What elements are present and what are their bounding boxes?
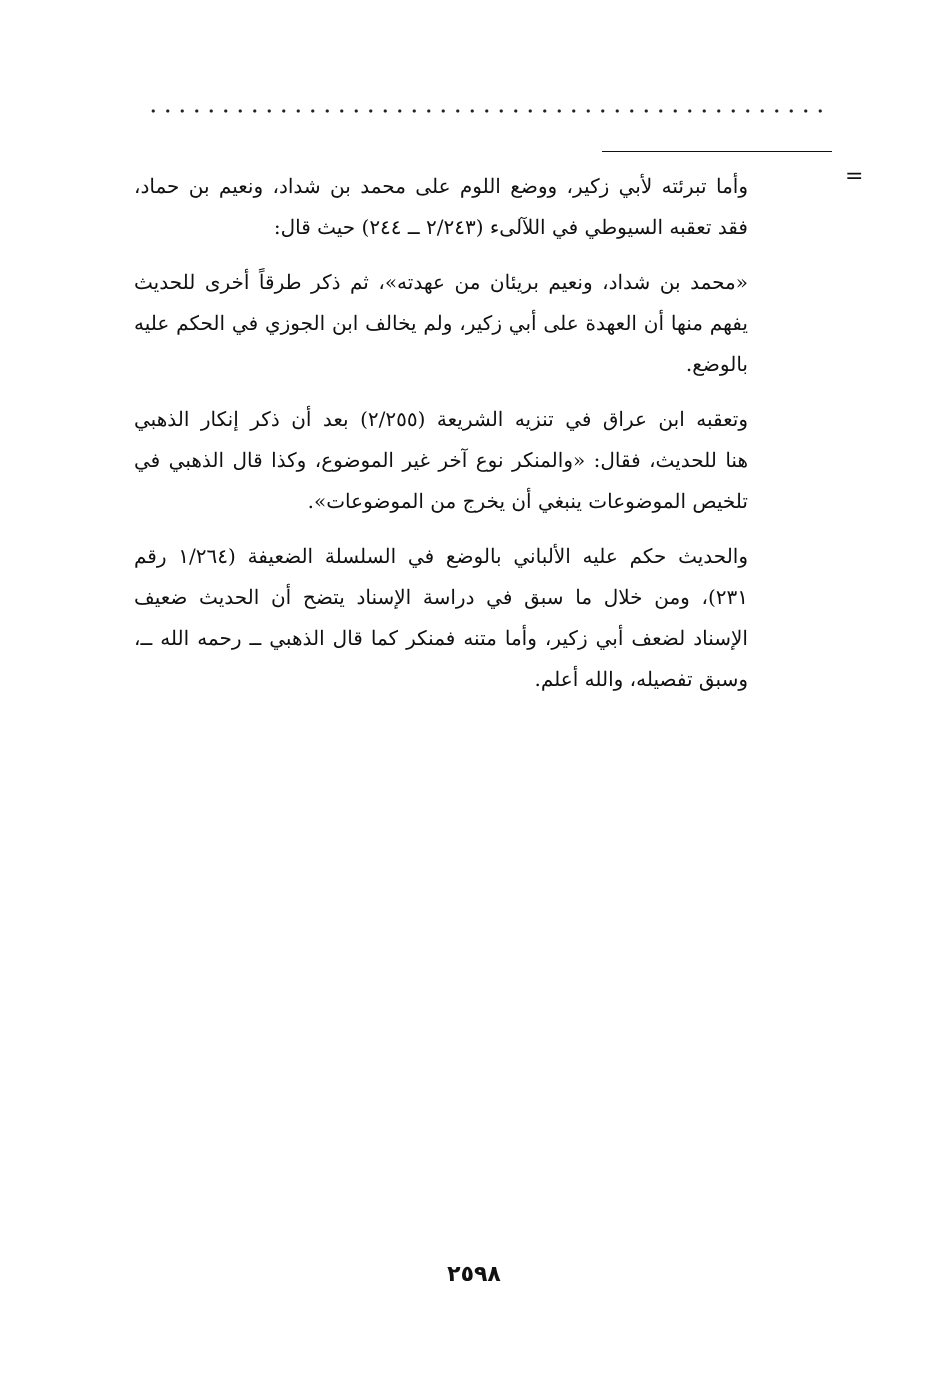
- text-line: الإسناد لضعف أبي زكير، وأما متنه فمنكر كما قال الذهبي ــ رحمه الله ــ،: [134, 626, 748, 650]
- text-line: هنا للحديث، فقال: «والمنكر نوع آخر غير الموضوع، وكذا قال الذهبي في: [134, 448, 748, 472]
- text-line: والحديث حكم عليه الألباني بالوضع في السلسلة الضعيفة (١/٢٦٤ رقم: [134, 544, 749, 568]
- text-line: بالوضع.: [685, 352, 748, 376]
- text-line: تلخيص الموضوعات ينبغي أن يخرج من الموضوعات».: [307, 489, 748, 513]
- footnote-body: [134, 166, 748, 714]
- text-line: فقد تعقبه السيوطي في اللآلىء (٢/٢٤٣ ــ ٢٤٤) حيث قال:: [273, 215, 748, 239]
- page-number: ٢٥٩٨: [447, 1262, 501, 1287]
- text-line: وسبق تفصيله، والله أعلم.: [534, 667, 748, 691]
- paragraph-2: [134, 262, 748, 385]
- continuation-mark: =: [845, 164, 864, 189]
- text-line: ٢٣١)، ومن خلال ما سبق في دراسة الإسناد يتضح أن الحديث ضعيف: [134, 585, 748, 609]
- paragraph-1: [134, 166, 748, 248]
- footnote-rule: [602, 151, 832, 152]
- paragraph-3: [134, 399, 748, 522]
- text-line: يفهم منها أن العهدة على أبي زكير، ولم يخالف ابن الجوزي في الحكم عليه: [134, 311, 748, 335]
- text-line: وأما تبرئته لأبي زكير، ووضع اللوم على محمد بن شداد، ونعيم بن حماد،: [134, 174, 748, 198]
- text-line: وتعقبه ابن عراق في تنزيه الشريعة (٢/٢٥٥) بعد أن ذكر إنكار الذهبي: [134, 407, 748, 431]
- dotted-separator: [146, 108, 822, 114]
- paragraph-4: [134, 536, 748, 700]
- text-line: «محمد بن شداد، ونعيم بريئان من عهدته»، ثم ذكر طرقاً أخرى للحديث: [134, 270, 748, 294]
